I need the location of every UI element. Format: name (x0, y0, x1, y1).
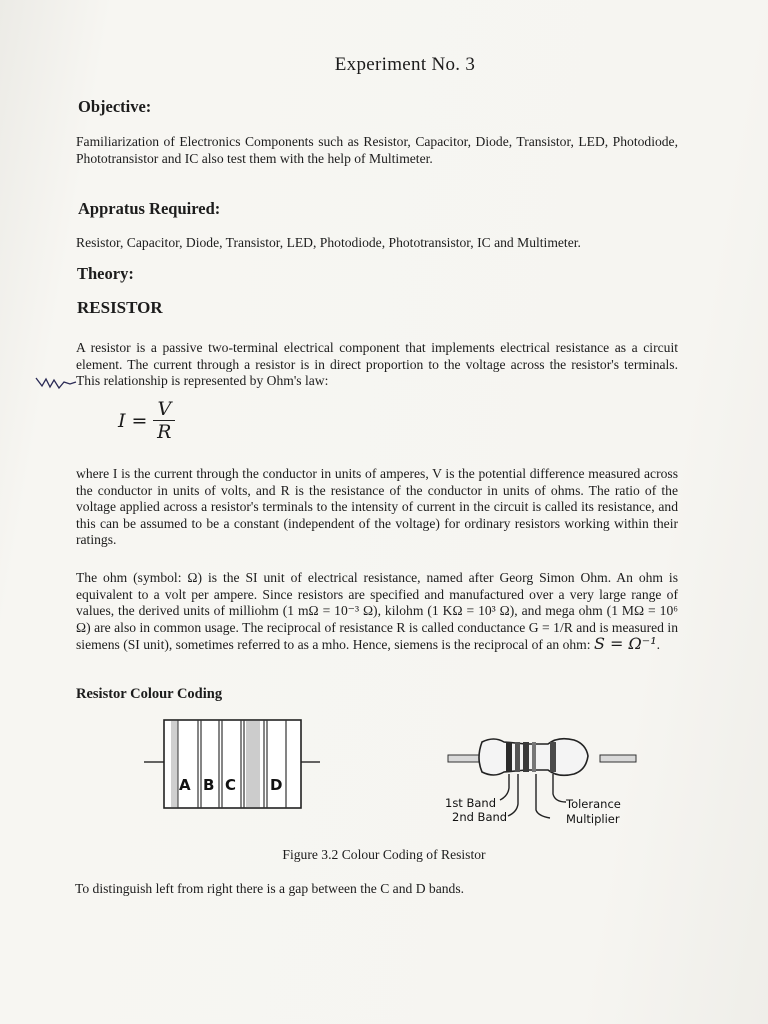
figure-caption: Figure 3.2 Colour Coding of Resistor (282, 847, 486, 862)
label-tolerance: Tolerance (566, 797, 621, 811)
paragraph-3-text: The ohm (symbol: Ω) is the SI unit of electrical resistance, named after Georg Simon Ohm. An ohm is equivalent to a volt per ampere. Since resistors are specified and manufactured over a very large range of values, the derived units of milliohm (1 mΩ = 10⁻³ Ω), kilohm (1 KΩ = 10³ Ω), and mega ohm (1 MΩ = 10⁶ Ω) are also in common usage. The reciprocal of resistance R is called conductance G = 1/R and is measured in siemens (SI unit), sometimes referred to as a mho. Hence, siemens is the reciprocal of an ohm: (76, 570, 678, 652)
formula-equals: = (131, 409, 148, 432)
band-label-b: B (203, 776, 215, 794)
paragraph-3-end: . (656, 637, 661, 652)
apparatus-heading: Appratus Required: (78, 199, 221, 218)
formula-lhs: I (118, 409, 126, 432)
resistor-colour-band-illustration (440, 732, 650, 832)
objective-heading: Objective: (78, 97, 152, 116)
ohms-law-formula (118, 398, 175, 443)
label-multiplier: Multiplier (566, 812, 620, 826)
resistor-heading: RESISTOR (77, 298, 163, 317)
resistor-paragraph-2: where I is the current through the conductor in units of amperes, V is the potential difference measured across the conductor in units of volts, and R is the resistance of the conductor in units of ohms. The ratio of the voltage applied across a resistor's terminals to the intensity of current in the circuit is called its resistance, and this can be assumed to be a constant (independent of the voltage) for ordinary resistors working within their ratings. (76, 466, 678, 547)
resistor-paragraph-1: A resistor is a passive two-terminal electrical component that implements electrical resistance as a circuit element. The current through a resistor is in direct proportion to the voltage across the resistor's terminals. This relationship is represented by Ohm's law: (76, 340, 678, 388)
colour-coding-heading: Resistor Colour Coding (76, 686, 223, 702)
band-label-d: D (270, 776, 283, 794)
label-1st-band: 1st Band (445, 796, 496, 810)
label-2nd-band: 2nd Band (452, 810, 508, 824)
band-label-c: C (225, 776, 237, 794)
formula-denominator: R (157, 421, 172, 443)
page-title: Experiment No. 3 (334, 54, 476, 75)
pen-scribble-mark (34, 372, 78, 394)
band-label-a: A (179, 776, 191, 794)
apparatus-text: Resistor, Capacitor, Diode, Transistor, LED, Photodiode, Phototransistor, IC and Multimeter. (76, 235, 581, 250)
theory-heading: Theory: (77, 264, 134, 283)
formula-numerator: V (153, 398, 175, 421)
band-gap-note: To distinguish left from right there is a gap between the C and D bands. (75, 881, 465, 896)
siemens-formula: S = Ω⁻¹ (593, 634, 657, 653)
resistor-paragraph-3 (76, 570, 678, 654)
objective-text: Familiarization of Electronics Components such as Resistor, Capacitor, Diode, Transistor, LED, Photodiode, Phototransistor and IC also test them with the help of Multimeter. (76, 134, 678, 166)
resistor-band-diagram (140, 716, 325, 816)
formula-fraction (153, 398, 175, 443)
